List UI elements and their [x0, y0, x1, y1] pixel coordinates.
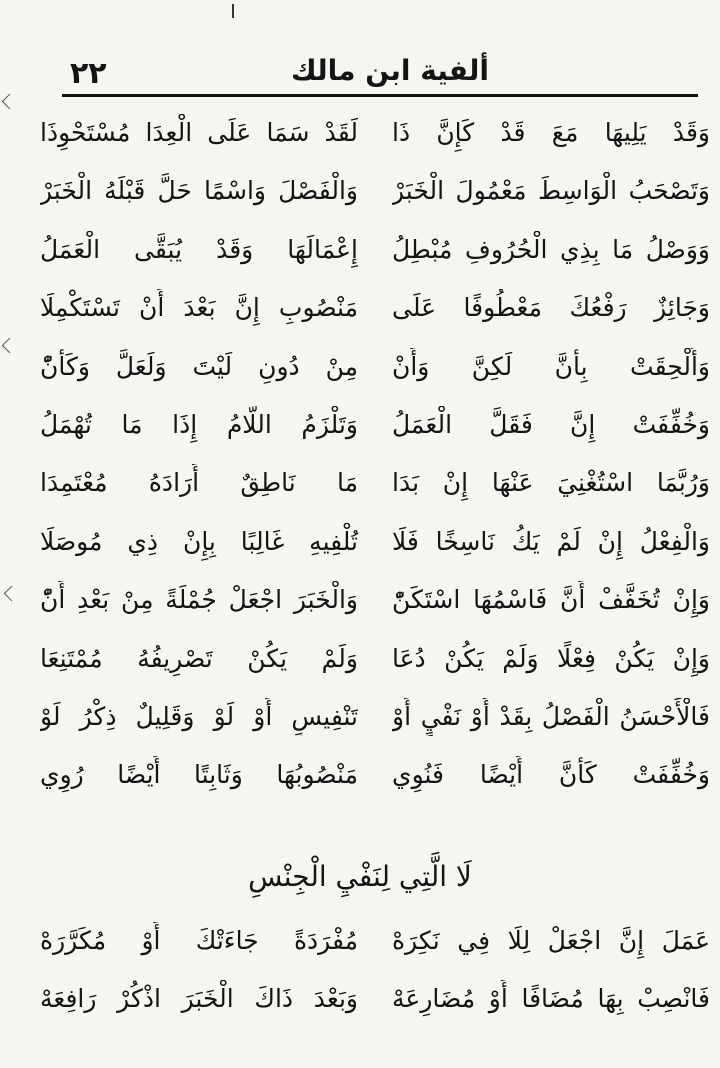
running-title: ألفية ابن مالك: [291, 54, 489, 87]
first-hemistich: وَخُفِّفَتْ إِنَّ فَقَلَّ الْعَمَلُ: [392, 409, 710, 439]
second-hemistich: وَالْفَصْلَ وَاسْمًا حَلَّ قَبْلَهُ الْخَبَرْ: [40, 176, 358, 206]
second-hemistich: وَبَعْدَ ذَاكَ الْخَبَرَ اذْكُرْ رَافِعَهْ: [40, 984, 358, 1014]
verse-6: [40, 396, 710, 454]
second-hemistich: تَنْفِيسٍ أَوْ لَوْ وَقَلِيلٌ ذِكْرُ لَوْ: [40, 701, 358, 731]
second-hemistich: مُفْرَدَةً جَاءَتْكَ أَوْ مُكَرَّرَهْ: [40, 926, 358, 955]
first-hemistich: عَمَلَ إِنَّ اجْعَلْ لِلَا فِي نَكِرَهْ: [392, 926, 710, 955]
verse-9: [40, 571, 710, 629]
first-hemistich: وَأُلْحِقَتْ بِأَنَّ لَكِنَّ وَأَنْ: [392, 351, 710, 381]
first-hemistich: وَقَدْ يَلِيهَا مَعَ قَدْ كَإِنَّ ذَا: [392, 118, 710, 147]
first-hemistich: وَتَصْحَبُ الْوَاسِطَ مَعْمُولَ الْخَبَرْ: [392, 176, 710, 206]
second-hemistich: مَا نَاطِقٌ أَرَادَهُ مُعْتَمِدَا: [40, 468, 358, 498]
second-hemistich: وَلَمْ يَكُنْ تَصْرِيفُهُ مُمْتَنِعَا: [40, 643, 358, 673]
second-hemistich: مَنْصُوبِ إِنَّ بَعْدَ أَنْ تَسْتَكْمِلَا: [40, 293, 358, 323]
first-hemistich: فَالْأَحْسَنُ الْفَصْلُ بِقَدْ أَوْ نَفْيٍ أَوْ: [392, 701, 710, 731]
first-hemistich: وَإِنْ تُخَفَّفْ أَنَّ فَاسْمُهَا اسْتَكَنّْ: [392, 585, 710, 615]
second-hemistich: لَقَدْ سَمَا عَلَى الْعِدَا مُسْتَحْوِذَا: [40, 118, 358, 147]
first-hemistich: وَخُفِّفَتْ كَأَنَّ أَيْضًا فَنُوِي: [392, 760, 710, 790]
margin-mark: [2, 94, 18, 110]
margin-mark: [4, 586, 20, 602]
margin-mark: [2, 338, 18, 354]
verse-11: [40, 688, 710, 746]
print-speck: [232, 4, 234, 18]
verse-8: [40, 513, 710, 571]
first-hemistich: وَإِنْ يَكُنْ فِعْلًا وَلَمْ يَكُنْ دُعَا: [392, 643, 710, 673]
page-number: ٢٢: [70, 56, 107, 91]
second-hemistich: إِعْمَالَهَا وَقَدْ يُبَقَّى الْعَمَلُ: [40, 234, 358, 264]
verses-section-2: [40, 912, 710, 1029]
verse-2: [40, 162, 710, 220]
verse-7: [40, 454, 710, 512]
page-header: [60, 50, 700, 90]
verses-section-1: [40, 104, 710, 805]
verse-1: [40, 104, 710, 162]
first-hemistich: وَالْفِعْلُ إِنْ لَمْ يَكُ نَاسِخًا فَلَا: [392, 526, 710, 556]
header-rule: [62, 94, 698, 97]
verse-14: [40, 970, 710, 1028]
verse-12: [40, 746, 710, 804]
second-hemistich: مَنْصُوبُهَا وَثَابِتًا أَيْضًا رُوِي: [40, 760, 358, 790]
second-hemistich: تُلْفِيهِ غَالِبًا بِإِنْ ذِي مُوصَلَا: [40, 526, 358, 556]
first-hemistich: وَجَائِزٌ رَفْعُكَ مَعْطُوفًا عَلَى: [392, 293, 710, 323]
verse-5: [40, 338, 710, 396]
second-hemistich: وَتَلْزَمُ اللَّامُ إِذَا مَا تُهْمَلُ: [40, 409, 358, 439]
first-hemistich: وَوَصْلُ مَا بِذِي الْحُرُوفِ مُبْطِلُ: [392, 234, 710, 264]
verse-3: [40, 221, 710, 279]
section-heading: لَا الَّتِي لِنَفْيِ الْجِنْسِ: [248, 860, 472, 893]
second-hemistich: مِنْ دُونِ لَيْتَ وَلَعَلَّ وَكَأَنّْ: [40, 351, 358, 381]
verse-4: [40, 279, 710, 337]
first-hemistich: وَرُبَّمَا اسْتُغْنِيَ عَنْهَا إِنْ بَدَا: [392, 468, 710, 498]
verse-13: [40, 912, 710, 970]
first-hemistich: فَانْصِبْ بِهَا مُضَافًا أَوْ مُضَارِعَهْ: [392, 984, 710, 1014]
verse-10: [40, 630, 710, 688]
second-hemistich: وَالْخَبَرَ اجْعَلْ جُمْلَةً مِنْ بَعْدِ أَنّْ: [40, 585, 358, 615]
